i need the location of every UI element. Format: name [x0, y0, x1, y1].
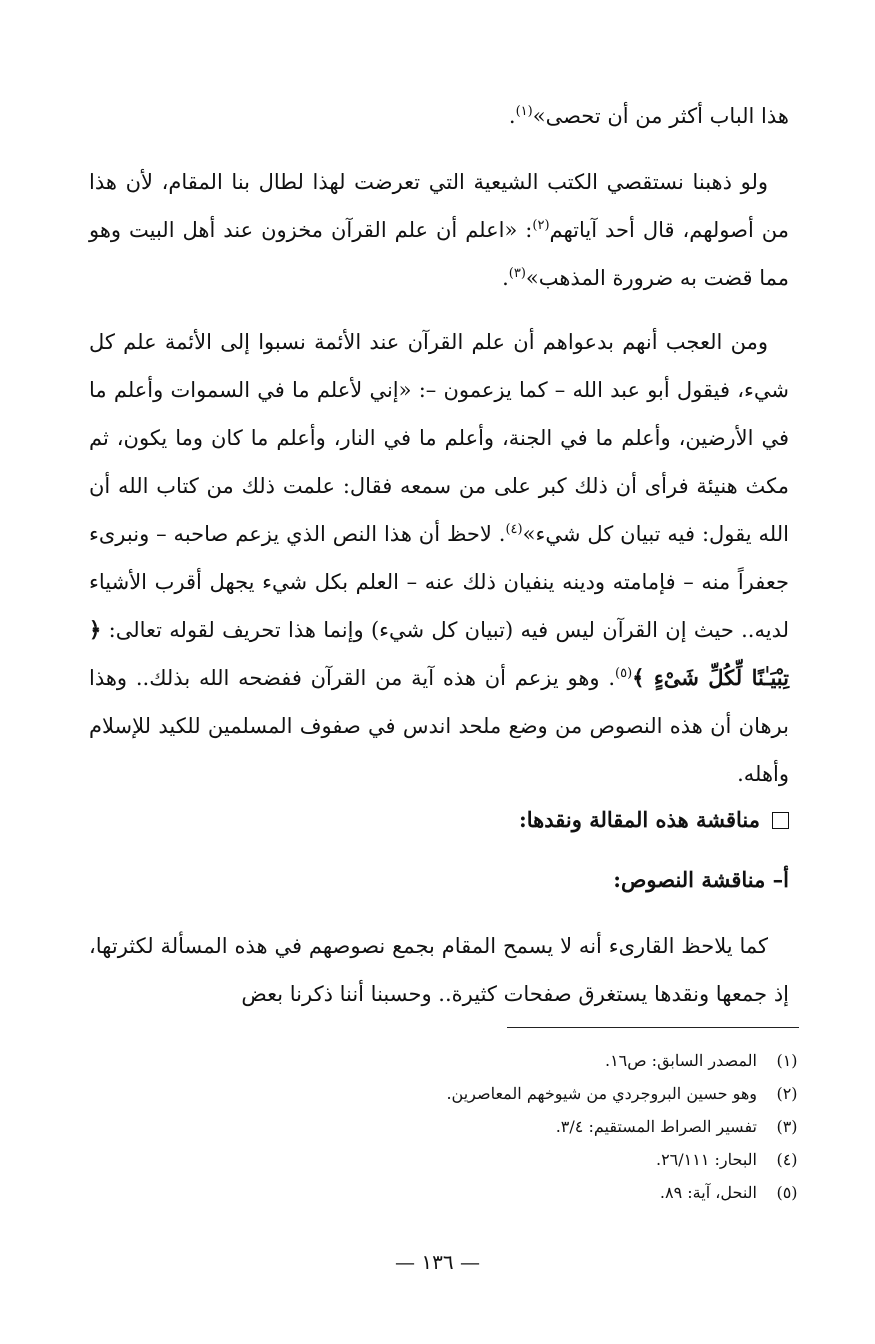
paragraph-text: كما يلاحظ القارىء أنه لا يسمح المقام بجمع نصوصهم في هذه المسألة لكثرتها، إذ جمعها ونقدها يستغرق صفحات كثيرة.. وحسبنا أننا ذكرنا بعض: [89, 934, 789, 1006]
paragraph-text: هذا الباب أكثر من أن تحصى»: [532, 104, 789, 128]
footnotes: [299, 1044, 799, 1209]
footnote-ref-2: (٢): [532, 218, 550, 233]
footnote-ref-3: (٣): [508, 266, 526, 281]
footnote-number: (٥): [776, 1183, 798, 1202]
footnote-item: [299, 1176, 799, 1209]
quran-verse: ﴿ تِبْيَـٰنًا لِّكُلِّ شَىْءٍ ﴾: [89, 617, 789, 690]
footnote-ref-4: (٤): [505, 522, 523, 537]
footnote-item: [299, 1110, 799, 1143]
footnote-text: تفسير الصراط المستقيم: ٣/٤.: [555, 1117, 757, 1136]
paragraph-3: [89, 318, 789, 798]
section-heading-text: مناقشة هذه المقالة ونقدها:: [519, 807, 760, 832]
footnote-ref-1: (١): [515, 104, 533, 119]
footnote-text: البحار: ٢٦/١١١.: [655, 1150, 757, 1169]
subsection-heading: [89, 856, 789, 904]
paragraph-2: [89, 158, 789, 302]
footnote-item: [299, 1044, 799, 1077]
paragraph-end: .: [508, 104, 516, 128]
paragraph-text: ومن العجب أنهم بدعواهم أن علم القرآن عند الأئمة نسبوا إلى الأئمة علم كل شيء، فيقول أبو عبد الله – كما يزعمون –: «إني لأعلم ما في السموات وأعلم ما في الأرضين، وأعلم ما في الجنة، وأعلم ما في النار، وأعلم ما كان وما يكون، ثم مكث هنيئة فرأى أن ذلك كبر على من سمعه فقال: علمت ذلك من كتاب الله أن الله يقول: فيه تبيان كل شيء»: [89, 330, 789, 546]
footnote-text: وهو حسين البروجردي من شيوخهم المعاصرين.: [446, 1084, 757, 1103]
paragraph-4: [89, 922, 789, 1018]
paragraph-text: ولو ذهبنا نستقصي الكتب الشيعية التي تعرضت لهذا لطال بنا المقام، لأن هذا من أصولهم، قال أحد آياتهم: [89, 170, 789, 242]
footnote-item: [299, 1077, 799, 1110]
footnote-ref-5: (٥): [615, 666, 633, 681]
page-number: — ١٣٦ —: [395, 1250, 480, 1274]
paragraph-text: . لاحظ أن هذا النص الذي يزعم صاحبه – ونبرىء جعفراً منه – فإمامته ودينه ينفيان ذلك عنه – العلم بكل شيء يجهل أقرب الأشياء لديه.. حيث إن القرآن ليس فيه (تبيان كل شيء) وإنما هذا تحريف لقوله تعالى:: [89, 522, 789, 642]
paragraph-end: .: [502, 266, 509, 290]
footnote-item: [299, 1143, 799, 1176]
subsection-heading-text: أ– مناقشة النصوص:: [613, 867, 789, 892]
footnote-number: (٣): [776, 1117, 798, 1136]
footnote-text: المصدر السابق: ص١٦.: [604, 1051, 757, 1070]
footnote-divider: [507, 1027, 799, 1028]
footnote-text: النحل، آية: ٨٩.: [659, 1183, 757, 1202]
footnote-number: (١): [776, 1051, 798, 1070]
footnote-number: (٤): [776, 1150, 798, 1169]
paragraph-text: : «اعلم أن علم القرآن مخزون عند أهل البيت وهو مما قضت به ضرورة المذهب»: [89, 218, 789, 290]
paragraph-continuation: [89, 92, 789, 140]
square-bullet-icon: [772, 812, 789, 829]
footnote-number: (٢): [776, 1084, 798, 1103]
paragraph-text: . وهو يزعم أن هذه آية من القرآن ففضحه الله بذلك.. وهذا برهان أن هذه النصوص من وضع ملحد اندس في صفوف المسلمين للكيد للإسلام وأهله.: [89, 666, 789, 786]
section-heading: [89, 796, 789, 844]
